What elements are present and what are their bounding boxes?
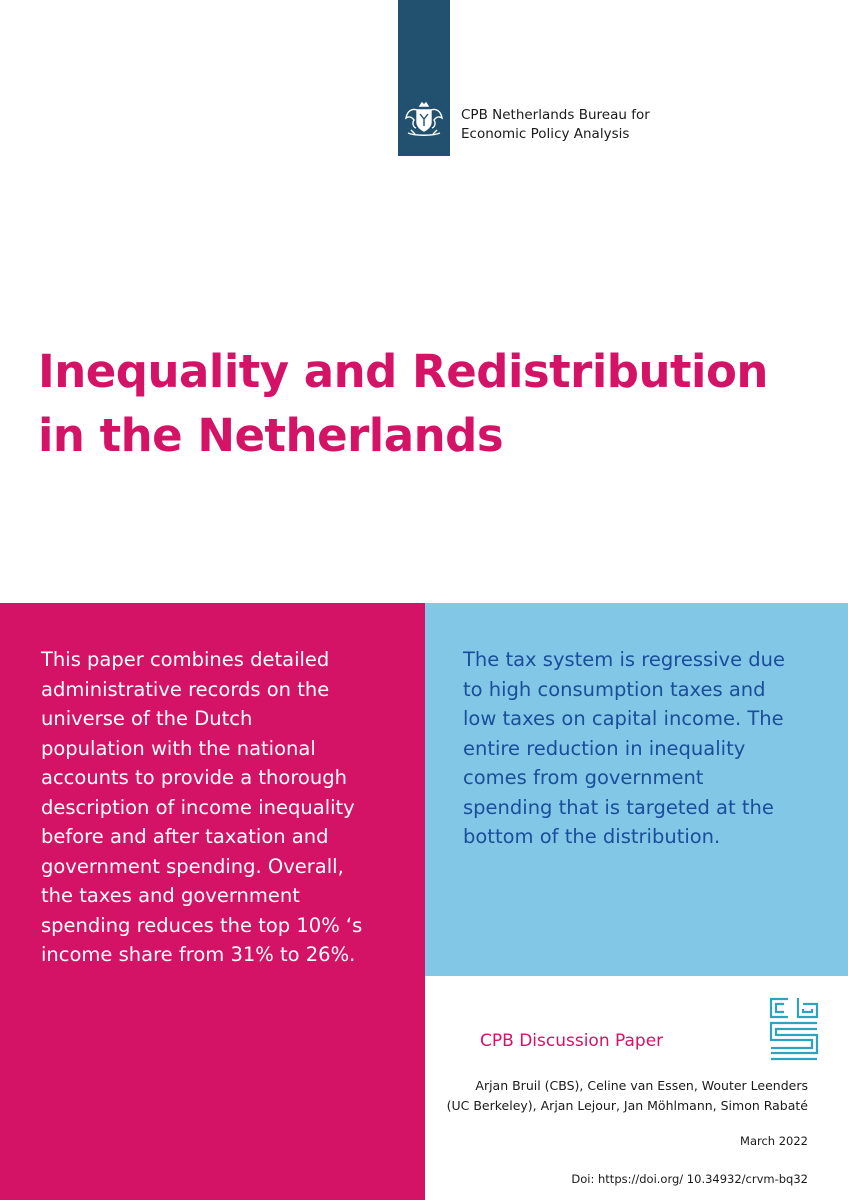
summary-left-line: description of income inequality	[41, 795, 355, 819]
summary-left-line: the taxes and government	[41, 884, 300, 907]
summary-right-line: spending that is targeted at the	[463, 795, 774, 819]
summary-right-text	[463, 645, 833, 852]
summary-right-line: bottom of the distribution.	[463, 825, 721, 848]
publication-date: March 2022	[740, 1134, 808, 1148]
summary-right-line: entire reduction in inequality	[463, 736, 746, 760]
organisation-name-line-2: Economic Policy Analysis	[461, 126, 630, 142]
summary-right-line: The tax system is regressive due	[463, 648, 786, 671]
page-title	[38, 340, 838, 468]
summary-right-line: to high consumption taxes and	[463, 677, 766, 701]
summary-left-line: income share from 31% to 26%.	[41, 943, 356, 966]
summary-left-text	[41, 645, 401, 970]
summary-left-line: government spending. Overall,	[41, 854, 344, 878]
authors-line-1: Arjan Bruil (CBS), Celine van Essen, Wouter Leenders	[475, 1078, 808, 1093]
summary-left-line: This paper combines detailed	[41, 648, 330, 671]
summary-right-line: comes from government	[463, 766, 704, 789]
summary-left-line: before and after taxation and	[41, 825, 329, 848]
summary-left-line: universe of the Dutch	[41, 707, 253, 730]
organisation-name-line-1: CPB Netherlands Bureau for	[461, 107, 650, 123]
authors-line-2: (UC Berkeley), Arjan Lejour, Jan Möhlmann, Simon Rabaté	[446, 1098, 808, 1113]
summary-left-line: population with the national	[41, 736, 316, 760]
authors	[408, 1076, 808, 1116]
summary-left-line: administrative records on the	[41, 677, 330, 701]
summary-left-line: accounts to provide a thorough	[41, 766, 347, 789]
doi-link[interactable]: Doi: https://doi.org/ 10.34932/crvm-bq32	[571, 1172, 808, 1186]
royal-coat-of-arms-icon	[403, 100, 445, 142]
series-label: CPB Discussion Paper	[480, 1031, 664, 1051]
summary-right-line: low taxes on capital income. The	[463, 707, 784, 730]
organisation-name	[461, 106, 721, 144]
summary-left-line: spending reduces the top 10% ‘s	[41, 913, 363, 937]
page-title-line-1: Inequality and Redistribution	[38, 345, 768, 398]
cbs-logo-icon	[768, 996, 820, 1066]
page-title-line-2: in the Netherlands	[38, 409, 504, 462]
